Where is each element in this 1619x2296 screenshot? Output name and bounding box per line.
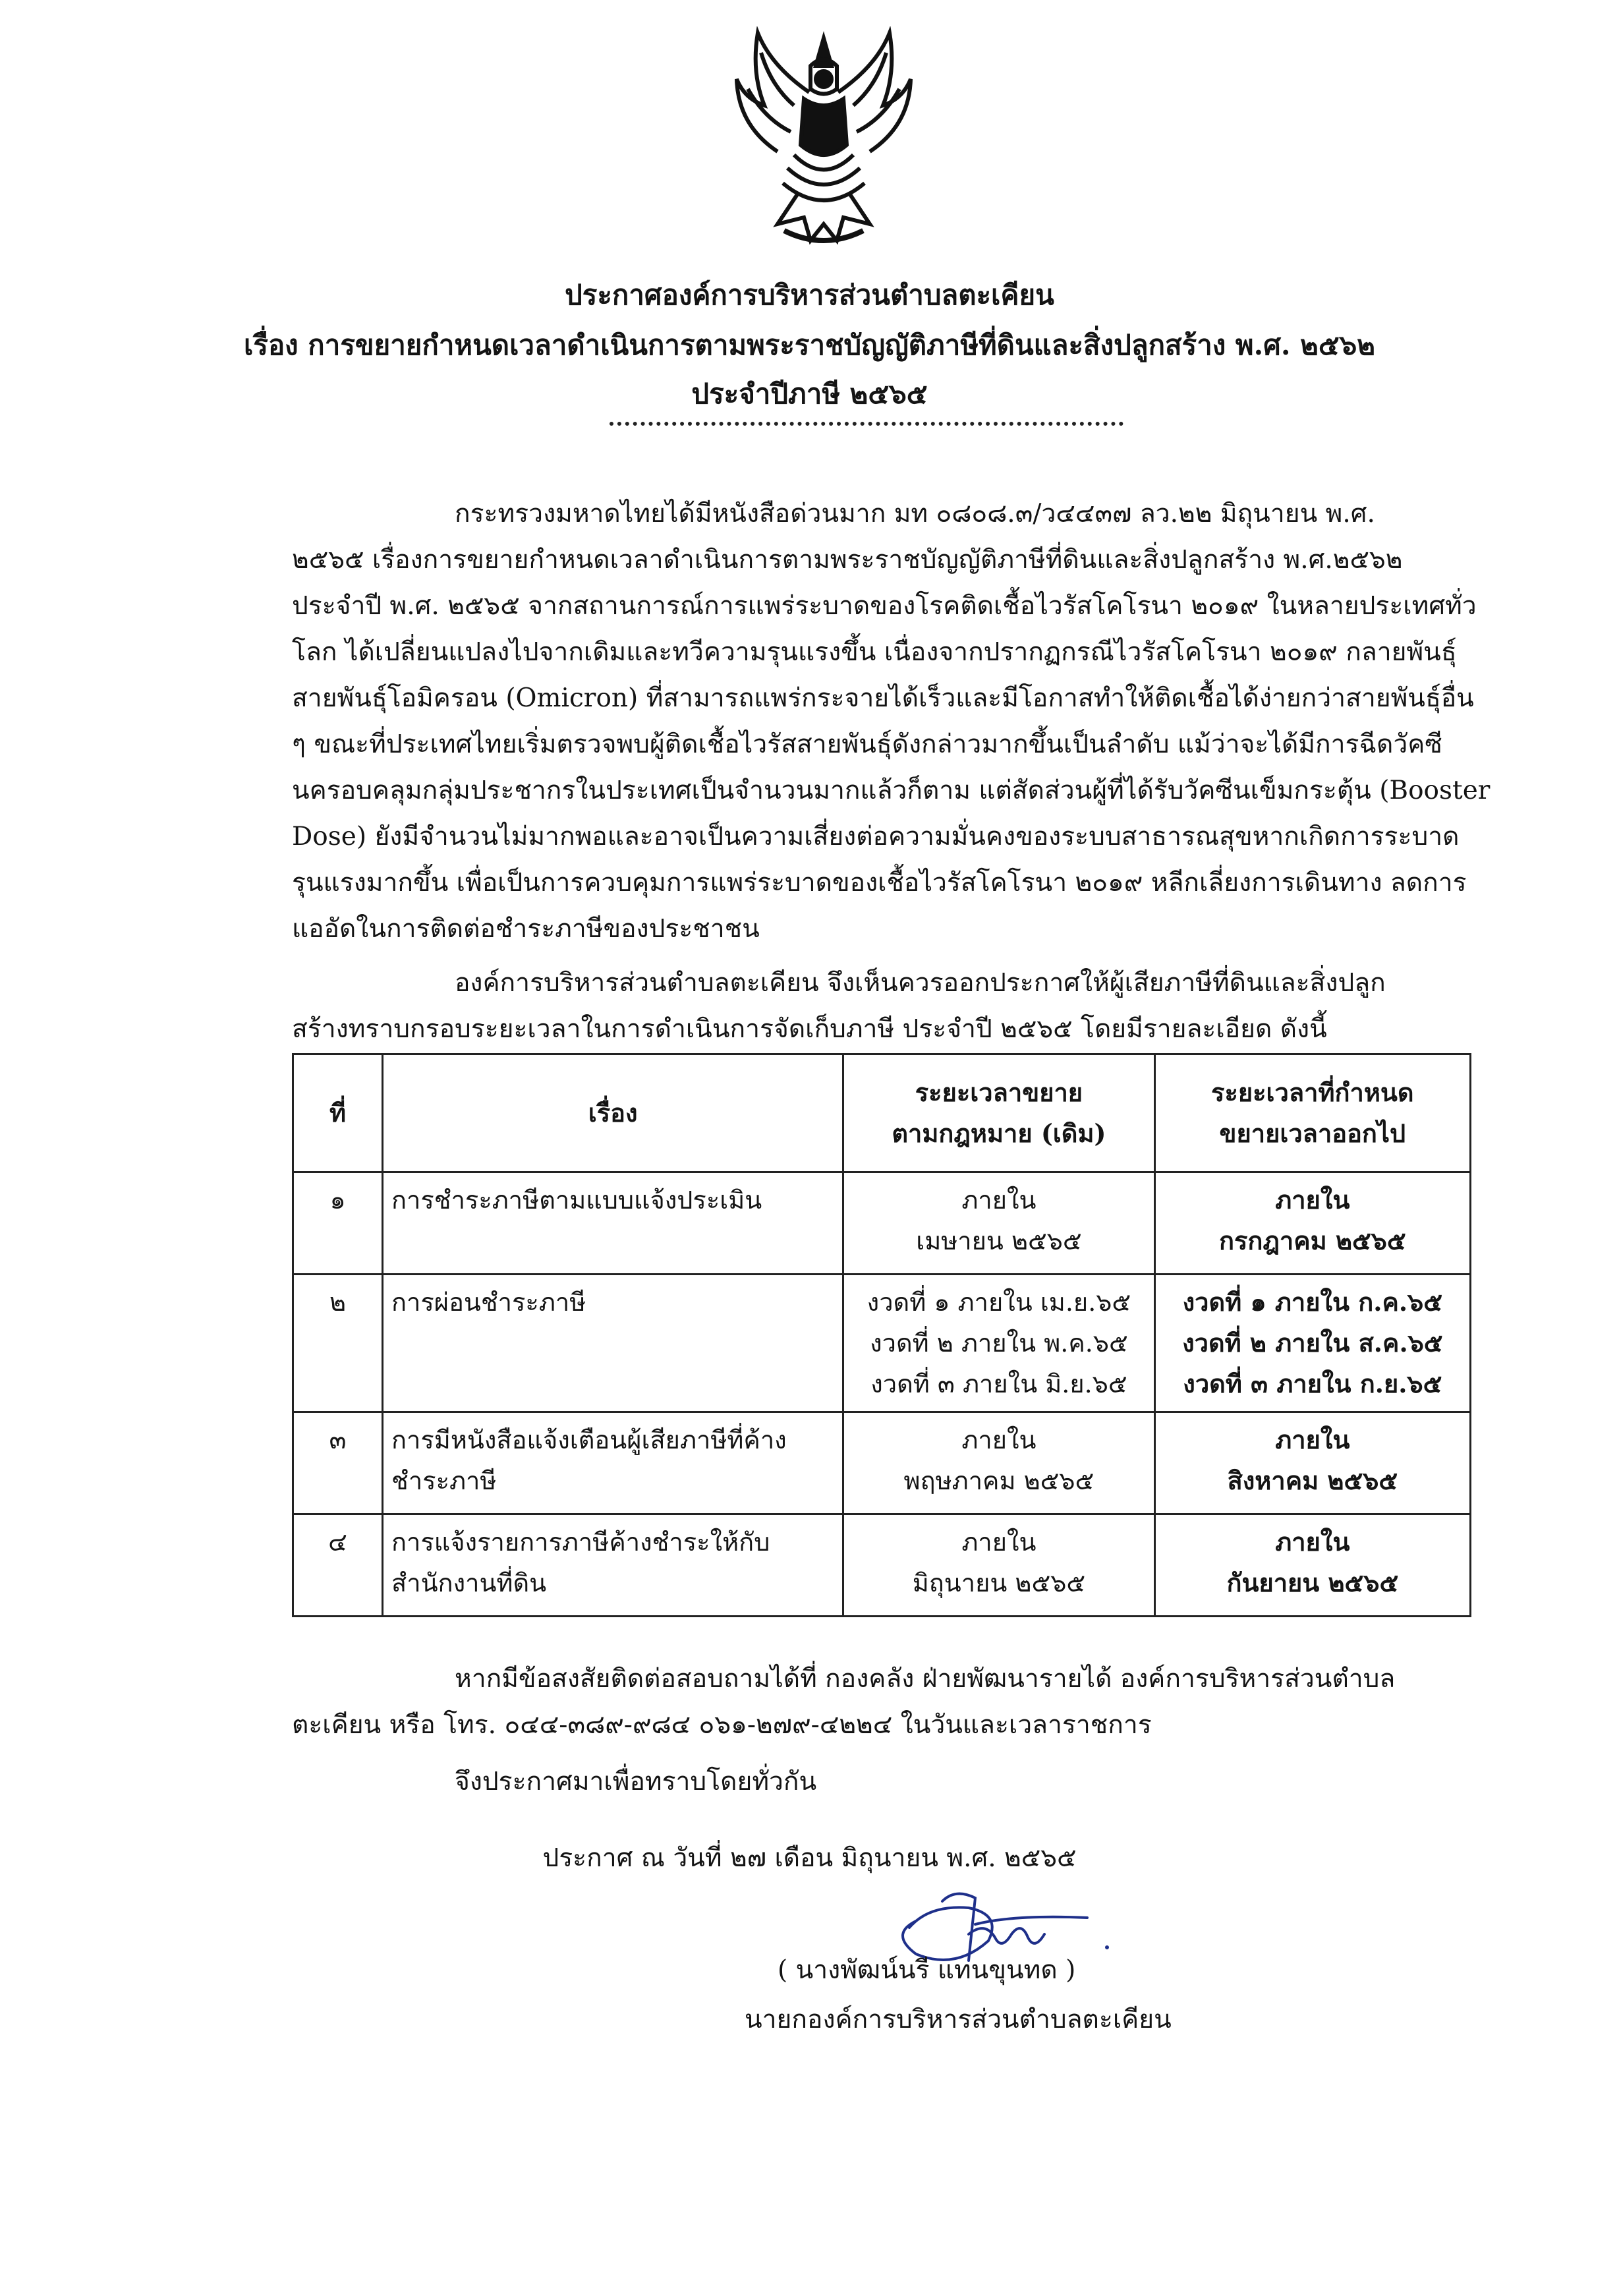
body-line-8: Dose) ยังมีจำนวนไม่มากพอและอาจเป็นความเสี่ยงต่อความมั่นคงของระบบสาธารณสุขหากเกิดการระบาด — [292, 822, 1460, 851]
header-new-period: ระยะเวลาที่กำหนด ขยายเวลาออกไป — [1154, 1054, 1470, 1172]
row-subject: การแจ้งรายการภาษีค้างชำระให้กับ สำนักงานที่ดิน — [383, 1514, 843, 1617]
signer-name: ( นางพัฒน์นรี แทนขุนทด ) — [778, 1955, 1076, 1985]
row-new-period: ภายใน กันยายน ๒๕๖๕ — [1154, 1514, 1470, 1617]
row-old-period: ภายใน พฤษภาคม ๒๕๖๕ — [843, 1412, 1154, 1514]
table-row — [293, 1172, 1471, 1275]
header-old-period: ระยะเวลาขยาย ตามกฎหมาย (เดิม) — [843, 1054, 1154, 1172]
contact-line-2: ตะเคียน หรือ โทร. ๐๔๔-๓๘๙-๙๘๔ ๐๖๑-๒๗๙-๔๒๒๔ ในวันและเวลาราชการ — [292, 1710, 1152, 1740]
row-new-period: งวดที่ ๑ ภายใน ก.ค.๖๕ งวดที่ ๒ ภายใน ส.ค.๖๕ งวดที่ ๓ ภายใน ก.ย.๖๕ — [1154, 1275, 1470, 1412]
row-old-period: งวดที่ ๑ ภายใน เม.ย.๖๕ งวดที่ ๒ ภายใน พ.ค.๖๕ งวดที่ ๓ ภายใน มิ.ย.๖๕ — [843, 1275, 1154, 1412]
body-line-2: ๒๕๖๕ เรื่องการขยายกำหนดเวลาดำเนินการตามพระราชบัญญัติภาษีที่ดินและสิ่งปลูกสร้าง พ.ศ.๒๕๖๒ — [292, 545, 1403, 575]
row-old-period: ภายใน เมษายน ๒๕๖๕ — [843, 1172, 1154, 1275]
date-line: ประกาศ ณ วันที่ ๒๗ เดือน มิถุนายน พ.ศ. ๒๕๖๕ — [542, 1843, 1077, 1873]
table-row — [293, 1514, 1471, 1617]
body-line-6: ๆ ขณะที่ประเทศไทยเริ่มตรวจพบผู้ติดเชื้อไวรัสสายพันธุ์ดังกล่าวมากขึ้นเป็นลำดับ แม้ว่าจะได้มีการฉีดวัคซี — [292, 730, 1442, 759]
body-line-5: สายพันธุ์โอมิครอน (Omicron) ที่สามารถแพร่กระจายได้เร็วและมีโอกาสทำให้ติดเชื้อได้ง่ายกว่าสายพันธุ์อื่น — [292, 683, 1474, 713]
row-subject: การผ่อนชำระภาษี — [383, 1275, 843, 1412]
schedule-table — [292, 1053, 1471, 1617]
garuda-emblem — [731, 26, 916, 257]
announcement-subject: เรื่อง การขยายกำหนดเวลาดำเนินการตามพระราชบัญญัติภาษีที่ดินและสิ่งปลูกสร้าง พ.ศ. ๒๕๖๒ — [244, 329, 1375, 361]
body-line-4: โลก ได้เปลี่ยนแปลงไปจากเดิมและทวีความรุนแรงขึ้น เนื่องจากปรากฏกรณีไวรัสโคโรนา ๒๐๑๙ กลายพันธุ์ — [292, 637, 1457, 667]
row-subject: การชำระภาษีตามแบบแจ้งประเมิน — [383, 1172, 843, 1275]
row-new-period: ภายใน สิงหาคม ๒๕๖๕ — [1154, 1412, 1470, 1514]
row-number: ๑ — [293, 1172, 383, 1275]
body-line-1: กระทรวงมหาดไทยได้มีหนังสือด่วนมาก มท ๐๘๐๘.๓/ว๔๔๓๗ ลว.๒๒ มิถุนายน พ.ศ. — [455, 499, 1375, 529]
body-line-11: องค์การบริหารส่วนตำบลตะเคียน จึงเห็นควรออกประกาศให้ผู้เสียภาษีที่ดินและสิ่งปลูก — [455, 968, 1386, 998]
contact-line-1: หากมีข้อสงสัยติดต่อสอบถามได้ที่ กองคลัง ฝ่ายพัฒนารายได้ องค์การบริหารส่วนตำบล — [455, 1664, 1396, 1694]
body-line-9: รุนแรงมากขึ้น เพื่อเป็นการควบคุมการแพร่ระบาดของเชื้อไวรัสโคโรนา ๒๐๑๙ หลีกเลี่ยงการเดินทาง ลดการ — [292, 868, 1467, 898]
table-header-row — [293, 1054, 1471, 1172]
tax-year: ประจำปีภาษี ๒๕๖๕ — [691, 378, 928, 410]
row-number: ๔ — [293, 1514, 383, 1617]
row-new-period: ภายใน กรกฎาคม ๒๕๖๕ — [1154, 1172, 1470, 1275]
table-row — [293, 1412, 1471, 1514]
row-number: ๓ — [293, 1412, 383, 1514]
row-number: ๒ — [293, 1275, 383, 1412]
header-no: ที่ — [293, 1054, 383, 1172]
signer-position: นายกองค์การบริหารส่วนตำบลตะเคียน — [745, 2005, 1172, 2034]
body-line-3: ประจำปี พ.ศ. ๒๕๖๕ จากสถานการณ์การแพร่ระบาดของโรคติดเชื้อไวรัสโคโรนา ๒๐๑๙ ในหลายประเทศทั่ว — [292, 591, 1477, 621]
row-old-period: ภายใน มิถุนายน ๒๕๖๕ — [843, 1514, 1154, 1617]
body-line-7: นครอบคลุมกลุ่มประชากรในประเทศเป็นจำนวนมากแล้วก็ตาม แต่สัดส่วนผู้ที่ได้รับวัคซีนเข็มกระตุ้น (Booster — [292, 776, 1491, 805]
announcement-title: ประกาศองค์การบริหารส่วนตำบลตะเคียน — [565, 279, 1054, 311]
closing-line: จึงประกาศมาเพื่อทราบโดยทั่วกัน — [455, 1767, 817, 1796]
table-row — [293, 1275, 1471, 1412]
separator-dots — [610, 422, 1123, 426]
body-line-10: แออัดในการติดต่อชำระภาษีของประชาชน — [292, 914, 760, 944]
body-line-12: สร้างทราบกรอบระยะเวลาในการดำเนินการจัดเก็บภาษี ประจำปี ๒๕๖๕ โดยมีรายละเอียด ดังนี้ — [292, 1014, 1327, 1044]
header-subject: เรื่อง — [383, 1054, 843, 1172]
row-subject: การมีหนังสือแจ้งเตือนผู้เสียภาษีที่ค้าง ชำระภาษี — [383, 1412, 843, 1514]
